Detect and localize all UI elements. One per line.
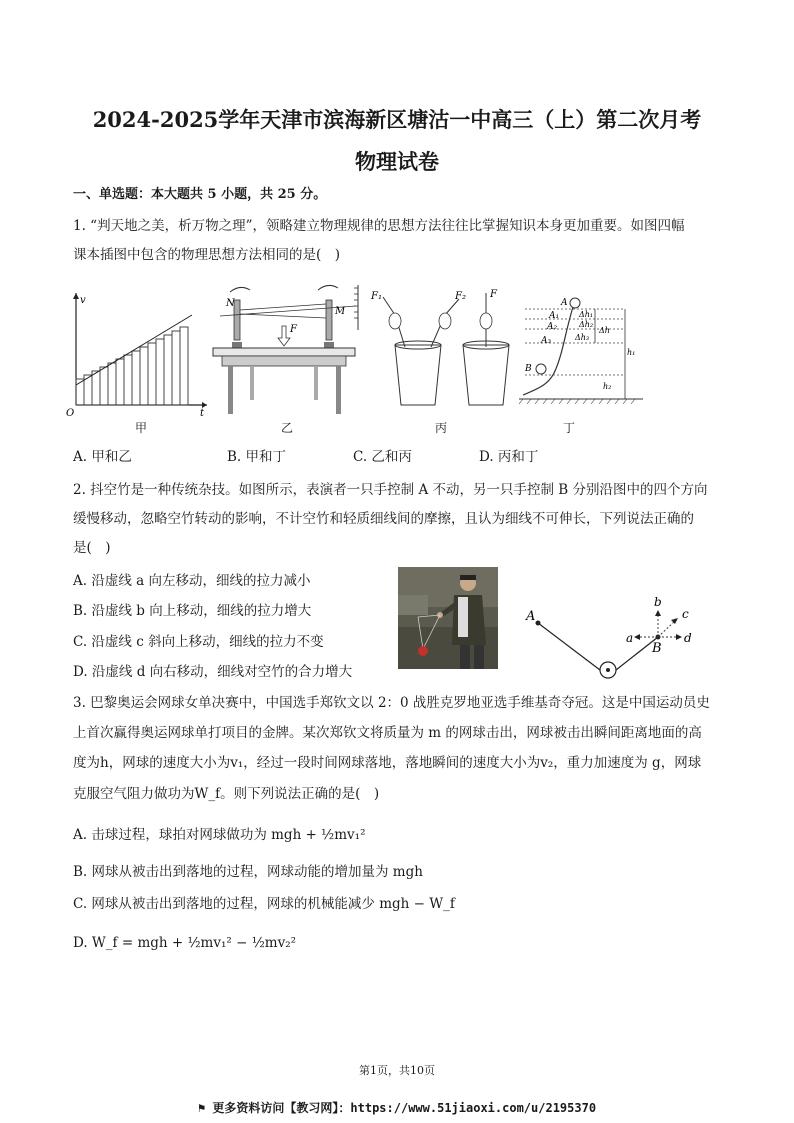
label-dh3: Δh₃ xyxy=(575,333,590,342)
q3-text-line4: 克服空气阻力做功为W_f。则下列说法正确的是( ) xyxy=(73,786,380,802)
label-dir-d: d xyxy=(684,631,692,645)
q2-option-d: D. 沿虚线 d 向右移动，细线对空竹的合力增大 xyxy=(73,664,353,680)
diabolo-performer-photo xyxy=(398,567,498,669)
label-a3: A₃ xyxy=(541,336,552,346)
axis-label-t: t xyxy=(200,408,205,419)
figure-ding-height-curve xyxy=(515,293,645,420)
label-f1: F₁ xyxy=(371,291,382,302)
diabolo-direction-diagram xyxy=(520,590,710,680)
label-h2: h₂ xyxy=(603,382,612,391)
page-title: 2024-2025学年天津市滨海新区塘沽一中高三（上）第二次月考 xyxy=(92,107,702,132)
label-dir-b: b xyxy=(654,595,662,609)
q3-text-line3: 度为h，网球的速度大小为v₁，经过一段时间网球落地，落地瞬间的速度大小为v₂，重力加速度为 g，网球 xyxy=(73,755,702,771)
q3-text-line1: 3. 巴黎奥运会网球女单决赛中，中国选手郑钦文以 2：0 战胜克罗地亚选手维基奇夺冠。这是中国运动员史 xyxy=(73,695,710,711)
q3-option-c: C. 网球从被击出到落地的过程，网球的机械能减少 mgh − W_f xyxy=(73,896,455,912)
label-n: N xyxy=(226,298,235,309)
label-m: M xyxy=(335,306,346,317)
caption-bing: 丙 xyxy=(434,421,447,435)
figure-jia-vt-graph xyxy=(62,285,212,420)
label-dir-a: a xyxy=(626,631,634,645)
caption-ding: 丁 xyxy=(562,421,575,435)
axis-label-v: v xyxy=(80,295,86,306)
q1-text-line1: 1. “判天地之美，析万物之理”，领略建立物理规律的思想方法往往比掌握知识本身更加重要。如图四幅 xyxy=(73,218,685,234)
q3-text-line2: 上首次赢得奥运网球单打项目的金牌。某次郑钦文将质量为 m 的网球击出，网球被击出瞬间距离地面的高 xyxy=(73,725,702,741)
label-dir-c: c xyxy=(682,607,689,621)
q1-option-a: A. 甲和乙 xyxy=(73,449,132,465)
q3-option-d: D. W_f = mgh + ½mv₁² − ½mv₂² xyxy=(73,935,297,951)
label-dh1: Δh₁ xyxy=(579,310,594,319)
q2-option-c: C. 沿虚线 c 斜向上移动，细线的拉力不变 xyxy=(73,634,324,650)
q2-text-line3: 是( ) xyxy=(73,540,111,556)
figure-bing-buckets xyxy=(365,285,525,420)
label-a2: A₂ xyxy=(547,322,558,332)
label-f: F xyxy=(290,324,297,335)
q1-option-b: B. 甲和丁 xyxy=(227,449,287,465)
caption-yi: 乙 xyxy=(280,421,293,435)
axis-label-o: O xyxy=(66,408,75,419)
q2-option-a: A. 沿虚线 a 向左移动，细线的拉力减小 xyxy=(73,573,311,589)
resource-link[interactable] xyxy=(0,1099,794,1116)
q3-option-a: A. 击球过程，球拍对网球做功为 mgh + ½mv₁² xyxy=(73,827,366,843)
section-heading: 一、单选题：本大题共 5 小题，共 25 分。 xyxy=(73,187,327,202)
q3-option-b: B. 网球从被击出到落地的过程，网球动能的增加量为 mgh xyxy=(73,864,423,880)
q1-text-line2: 课本插图中包含的物理思想方法相同的是( ) xyxy=(73,247,341,263)
label-point-b: B xyxy=(652,641,662,656)
resource-link-text: 更多资料访问【教习网】：https://www.51jiaoxi.com/u/2195370 xyxy=(212,1101,597,1115)
label-a: A xyxy=(561,298,568,308)
q1-option-d: D. 丙和丁 xyxy=(479,449,539,465)
label-point-a: A xyxy=(526,609,536,624)
q2-text-line2: 缓慢移动，忽略空竹转动的影响，不计空竹和轻质细线间的摩擦，且认为细线不可伸长，下列说法正确的 xyxy=(73,511,694,527)
label-dh2: Δh₂ xyxy=(579,320,594,329)
page-number: 第1页，共10页 xyxy=(359,1064,435,1077)
label-f2: F₂ xyxy=(455,291,466,302)
q2-option-b: B. 沿虚线 b 向上移动，细线的拉力增大 xyxy=(73,603,312,619)
figure-yi-mirror-table xyxy=(210,280,365,420)
label-dh: Δh xyxy=(599,326,610,335)
q2-text-line1: 2. 抖空竹是一种传统杂技。如图所示，表演者一只手控制 A 不动，另一只手控制 B 分别沿图中的四个方向 xyxy=(73,482,708,498)
page-subtitle: 物理试卷 xyxy=(355,149,439,174)
label-h1: h₁ xyxy=(627,348,636,357)
label-b: B xyxy=(525,364,532,374)
label-f3: F xyxy=(490,289,497,300)
label-a1: A₁ xyxy=(549,311,560,321)
caption-jia: 甲 xyxy=(134,421,147,435)
flag-icon: ⚑ xyxy=(197,1101,213,1115)
q1-option-c: C. 乙和丙 xyxy=(353,449,412,465)
